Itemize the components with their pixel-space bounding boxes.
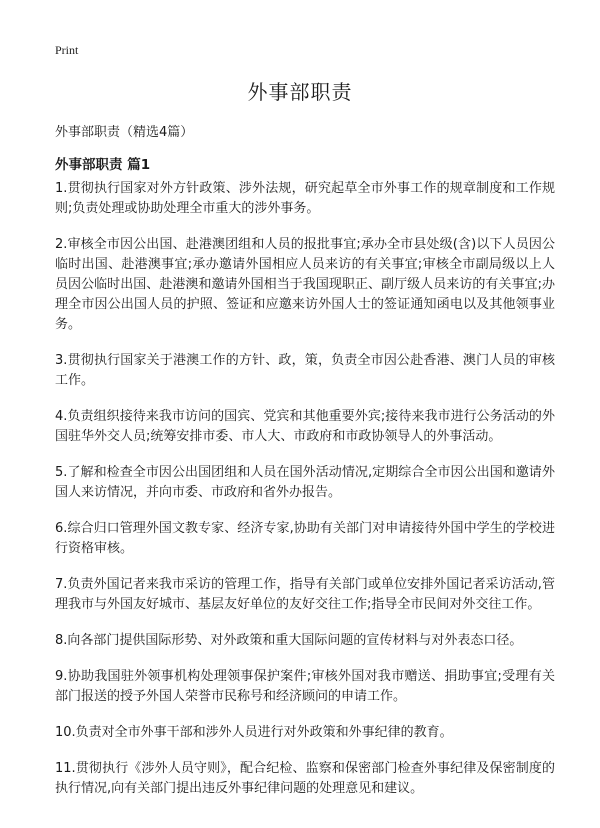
print-link[interactable]: Print	[55, 43, 79, 57]
paragraph-6: 6.综合归口管理外国文教专家、经济专家,协助有关部门对申请接待外国中学生的学校进行资格审核。	[55, 521, 555, 556]
document-title: 外事部职责	[247, 80, 353, 104]
paragraph-3: 3.贯彻执行国家关于港澳工作的方针、政，策，负责全市因公赴香港、澳门人员的审核工作。	[55, 353, 555, 388]
section-heading: 外事部职责 篇1	[55, 157, 151, 173]
paragraph-10: 10.负责对全市外事干部和涉外人员进行对外政策和外事纪律的教育。	[55, 725, 453, 740]
paragraph-5: 5.了解和检查全市因公出国团组和人员在国外活动情况,定期综合全市因公出国和邀请外国人来访情况，并向市委、市政府和省外办报告。	[55, 465, 555, 500]
paragraph-7: 7.负责外国记者来我市采访的管理工作，指导有关部门或单位安排外国记者采访活动,管理我市与外国友好城市、基层友好单位的友好交往工作;指导全市民间对外交往工作。	[55, 577, 555, 612]
paragraph-8: 8.向各部门提供国际形势、对外政策和重大国际问题的宣传材料与对外表态口径。	[55, 633, 523, 648]
paragraph-2: 2.审核全市因公出国、赴港澳团组和人员的报批事宜;承办全市县处级(含)以下人员因公临时出国、赴港澳事宜;承办邀请外国相应人员来访的有关事宜;审核全市副局级以上人员因公临时出国、赴港澳和邀请外国相当于我国现职正、副厅级人员来访的有关事宜;办理全市因公出国人员的护照、签证和应邀来访外国人士的签证通知函电以及其他领事业务。	[55, 237, 555, 332]
paragraph-4: 4.负责组织接待来我市访问的国宾、党宾和其他重要外宾;接待来我市进行公务活动的外国驻华外交人员;统筹安排市委、市人大、市政府和市政协领导人的外事活动。	[55, 409, 555, 444]
paragraph-1: 1.贯彻执行国家对外方针政策、涉外法规，研究起草全市外事工作的规章制度和工作规则;负责处理或协助处理全市重大的涉外事务。	[55, 181, 555, 216]
document-subtitle: 外事部职责（精选4篇）	[55, 125, 194, 140]
paragraph-11: 11.贯彻执行《涉外人员守则》，配合纪检、监察和保密部门检查外事纪律及保密制度的执行情况,向有关部门提出违反外事纪律问题的处理意见和建议。	[55, 761, 555, 796]
document-body	[55, 179, 555, 815]
paragraph-9: 9.协助我国驻外领事机构处理领事保护案件;审核外国对我市赠送、捐助事宜;受理有关部门报送的授予外国人荣誉市民称号和经济顾问的申请工作。	[55, 669, 555, 704]
